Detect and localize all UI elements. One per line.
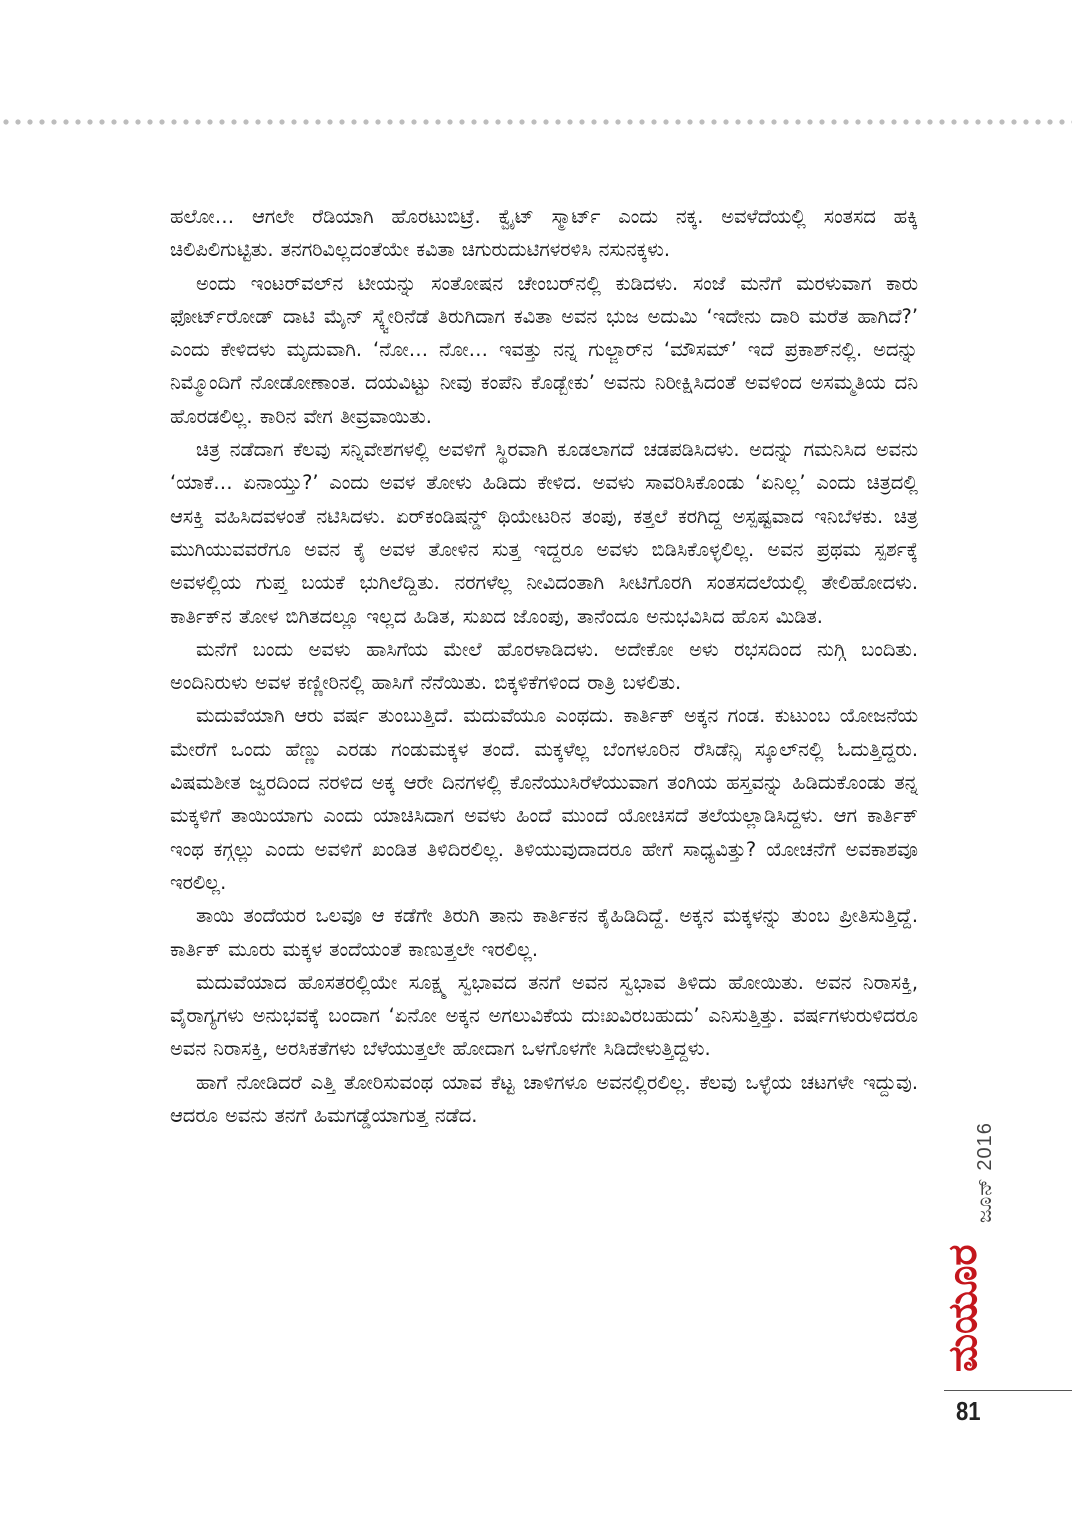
article-paragraph: ಅಂದು ಇಂಟರ್‌ವಲ್‌ನ ಟೀಯನ್ನು ಸಂತೋಷನ ಚೇಂಬರ್‌ನಲ್ಲಿ ಕುಡಿದಳು. ಸಂಜೆ ಮನೆಗೆ ಮರಳುವಾಗ ಕಾರು ಫೋರ್ಟ್‌ರೋಡ್ ದಾಟಿ ಮೈನ್ ಸ್ಕ್ವೇರಿನೆಡೆ ತಿರುಗಿದಾಗ ಕವಿತಾ ಅವನ ಭುಜ ಅದುಮಿ ‘ಇದೇನು ದಾರಿ ಮರೆತ ಹಾಗಿದೆ?’ ಎಂದು ಕೇಳಿದಳು ಮೃದುವಾಗಿ. ‘ನೋ… ನೋ… ಇವತ್ತು ನನ್ನ ಗುಲ್ಜಾರ್‌ನ ‘ಮೌಸಮ್’ ಇದೆ ಪ್ರಕಾಶ್‌ನಲ್ಲಿ. ಅದನ್ನು ನಿಮ್ಮೊಂದಿಗೆ ನೋಡೋಣಾಂತ. ದಯವಿಟ್ಟು ನೀವು ಕಂಪೆನಿ ಕೊಡ್ಬೇಕು’ ಅವನು ನಿರೀಕ್ಷಿಸಿದಂತೆ ಅವಳಿಂದ ಅಸಮ್ಮತಿಯ ದನಿ ಹೊರಡಲಿಲ್ಲ. ಕಾರಿನ ವೇಗ ತೀವ್ರವಾಯಿತು. xyxy=(170,271,918,428)
page-number: 81 xyxy=(956,1396,981,1426)
article-body xyxy=(170,200,918,1132)
issue-date: ಜೂನ್ 2016 xyxy=(974,1122,996,1223)
article-paragraph: ತಾಯಿ ತಂದೆಯರ ಒಲವೂ ಆ ಕಡೆಗೇ ತಿರುಗಿ ತಾನು ಕಾರ್ತಿಕನ ಕೈಹಿಡಿದಿದ್ದೆ. ಅಕ್ಕನ ಮಕ್ಕಳನ್ನು ತುಂಬ ಪ್ರೀತಿಸುತ್ತಿದ್ದೆ. ಕಾರ್ತಿಕ್ ಮೂರು ಮಕ್ಕಳ ತಂದೆಯಂತೆ ಕಾಣುತ್ತಲೇ ಇರಲಿಲ್ಲ. xyxy=(170,904,918,961)
article-paragraph: ಮದುವೆಯಾಗಿ ಆರು ವರ್ಷ ತುಂಬುತ್ತಿದೆ. ಮದುವೆಯೂ ಎಂಥದು. ಕಾರ್ತಿಕ್ ಅಕ್ಕನ ಗಂಡ. ಕುಟುಂಬ ಯೋಜನೆಯ ಮೇರೆಗೆ ಒಂದು ಹೆಣ್ಣು ಎರಡು ಗಂಡುಮಕ್ಕಳ ತಂದೆ. ಮಕ್ಕಳೆಲ್ಲ ಬೆಂಗಳೂರಿನ ರೆಸಿಡೆನ್ಸಿ ಸ್ಕೂಲ್‌ನಲ್ಲಿ ಓದುತ್ತಿದ್ದರು. ವಿಷಮಶೀತ ಜ್ವರದಿಂದ ನರಳಿದ ಅಕ್ಕ ಆರೇ ದಿನಗಳಲ್ಲಿ ಕೊನೆಯುಸಿರೆಳೆಯುವಾಗ ತಂಗಿಯ ಹಸ್ತವನ್ನು ಹಿಡಿದುಕೊಂಡು ತನ್ನ ಮಕ್ಕಳಿಗೆ ತಾಯಿಯಾಗು ಎಂದು ಯಾಚಿಸಿದಾಗ ಅವಳು ಹಿಂದೆ ಮುಂದೆ ಯೋಚಿಸದೆ ತಲೆಯಲ್ಲಾಡಿಸಿದ್ದಳು. ಆಗ ಕಾರ್ತಿಕ್ ಇಂಥ ಕಗ್ಗಲ್ಲು ಎಂದು ಅವಳಿಗೆ ಖಂಡಿತ ತಿಳಿದಿರಲಿಲ್ಲ. ತಿಳಿಯುವುದಾದರೂ ಹೇಗೆ ಸಾಧ್ಯವಿತ್ತು? ಯೋಚನೆಗೆ ಅವಕಾಶವೂ ಇರಲಿಲ್ಲ. xyxy=(170,704,918,894)
header-dotted-rule xyxy=(0,118,1072,126)
magazine-logo: ಮಯೂರ xyxy=(940,1244,986,1372)
article-paragraph: ಚಿತ್ರ ನಡೆದಾಗ ಕೆಲವು ಸನ್ನಿವೇಶಗಳಲ್ಲಿ ಅವಳಿಗೆ ಸ್ಥಿರವಾಗಿ ಕೂಡಲಾಗದೆ ಚಡಪಡಿಸಿದಳು. ಅದನ್ನು ಗಮನಿಸಿದ ಅವನು ‘ಯಾಕೆ… ಏನಾಯ್ತು?’ ಎಂದು ಅವಳ ತೋಳು ಹಿಡಿದು ಕೇಳಿದ. ಅವಳು ಸಾವರಿಸಿಕೊಂಡು ‘ಏನಿಲ್ಲ’ ಎಂದು ಚಿತ್ರದಲ್ಲಿ ಆಸಕ್ತಿ ವಹಿಸಿದವಳಂತೆ ನಟಿಸಿದಳು. ಏರ್‌ಕಂಡಿಷನ್ಡ್ ಥಿಯೇಟರಿನ ತಂಪು, ಕತ್ತಲೆ ಕರಗಿದ್ದ ಅಸ್ಪಷ್ಟವಾದ ಇನಿಬೆಳಕು. ಚಿತ್ರ ಮುಗಿಯುವವರೆಗೂ ಅವನ ಕೈ ಅವಳ ತೋಳಿನ ಸುತ್ತ ಇದ್ದರೂ ಅವಳು ಬಿಡಿಸಿಕೊಳ್ಳಲಿಲ್ಲ. ಅವನ ಪ್ರಥಮ ಸ್ಪರ್ಶಕ್ಕೆ ಅವಳಲ್ಲಿಯ ಗುಪ್ತ ಬಯಕೆ ಭುಗಿಲೆದ್ದಿತು. ನರಗಳೆಲ್ಲ ನೀವಿದಂತಾಗಿ ಸೀಟಿಗೊರಗಿ ಸಂತಸದಲೆಯಲ್ಲಿ ತೇಲಿಹೋದಳು. ಕಾರ್ತಿಕ್‌ನ ತೋಳ ಬಿಗಿತದಲ್ಲೂ ಇಲ್ಲದ ಹಿಡಿತ, ಸುಖದ ಜೊಂಪು, ತಾನೆಂದೂ ಅನುಭವಿಸಿದ ಹೊಸ ಮಿಡಿತ. xyxy=(170,438,918,628)
article-paragraph: ಮನೆಗೆ ಬಂದು ಅವಳು ಹಾಸಿಗೆಯ ಮೇಲೆ ಹೊರಳಾಡಿದಳು. ಅದೇಕೋ ಅಳು ರಭಸದಿಂದ ನುಗ್ಗಿ ಬಂದಿತು. ಅಂದಿನಿರುಳು ಅವಳ ಕಣ್ಣೀರಿನಲ್ಲಿ ಹಾಸಿಗೆ ನೆನೆಯಿತು. ಬಿಕ್ಕಳಿಕೆಗಳಿಂದ ರಾತ್ರಿ ಬಳಲಿತು. xyxy=(170,637,918,695)
article-paragraph: ಹಾಗೆ ನೋಡಿದರೆ ಎತ್ತಿ ತೋರಿಸುವಂಥ ಯಾವ ಕೆಟ್ಟ ಚಾಳಿಗಳೂ ಅವನಲ್ಲಿರಲಿಲ್ಲ. ಕೆಲವು ಒಳ್ಳೆಯ ಚಟಗಳೇ ಇದ್ದುವು. ಆದರೂ ಅವನು ತನಗೆ ಹಿಮಗಡ್ಡೆಯಾಗುತ್ತ ನಡೆದ. xyxy=(170,1070,918,1128)
footer-rule xyxy=(944,1390,1072,1391)
article-paragraph: ಮದುವೆಯಾದ ಹೊಸತರಲ್ಲಿಯೇ ಸೂಕ್ಷ್ಮ ಸ್ವಭಾವದ ತನಗೆ ಅವನ ಸ್ವಭಾವ ತಿಳಿದು ಹೋಯಿತು. ಅವನ ನಿರಾಸಕ್ತಿ, ವೈರಾಗ್ಯಗಳು ಅನುಭವಕ್ಕೆ ಬಂದಾಗ ‘ಏನೋ ಅಕ್ಕನ ಅಗಲುವಿಕೆಯ ದುಃಖವಿರಬಹುದು’ ಎನಿಸುತ್ತಿತ್ತು. ವರ್ಷಗಳುರುಳಿದರೂ ಅವನ ನಿರಾಸಕ್ತಿ, ಅರಸಿಕತೆಗಳು ಬೆಳೆಯುತ್ತಲೇ ಹೋದಾಗ ಒಳಗೊಳಗೇ ಸಿಡಿದೇಳುತ್ತಿದ್ದಳು. xyxy=(170,970,918,1061)
article-paragraph: ಹಲೋ… ಆಗಲೇ ರೆಡಿಯಾಗಿ ಹೊರಟುಬಿಟ್ರೆ. ಕ್ವೈಟ್ ಸ್ಮಾರ್ಟ್ ಎಂದು ನಕ್ಕ. ಅವಳೆದೆಯಲ್ಲಿ ಸಂತಸದ ಹಕ್ಕಿ ಚಿಲಿಪಿಲಿಗುಟ್ಟಿತು. ತನಗರಿವಿಲ್ಲದಂತೆಯೇ ಕವಿತಾ ಚಿಗುರುದುಟಿಗಳರಳಿಸಿ ನಸುನಕ್ಕಳು. xyxy=(170,205,918,262)
